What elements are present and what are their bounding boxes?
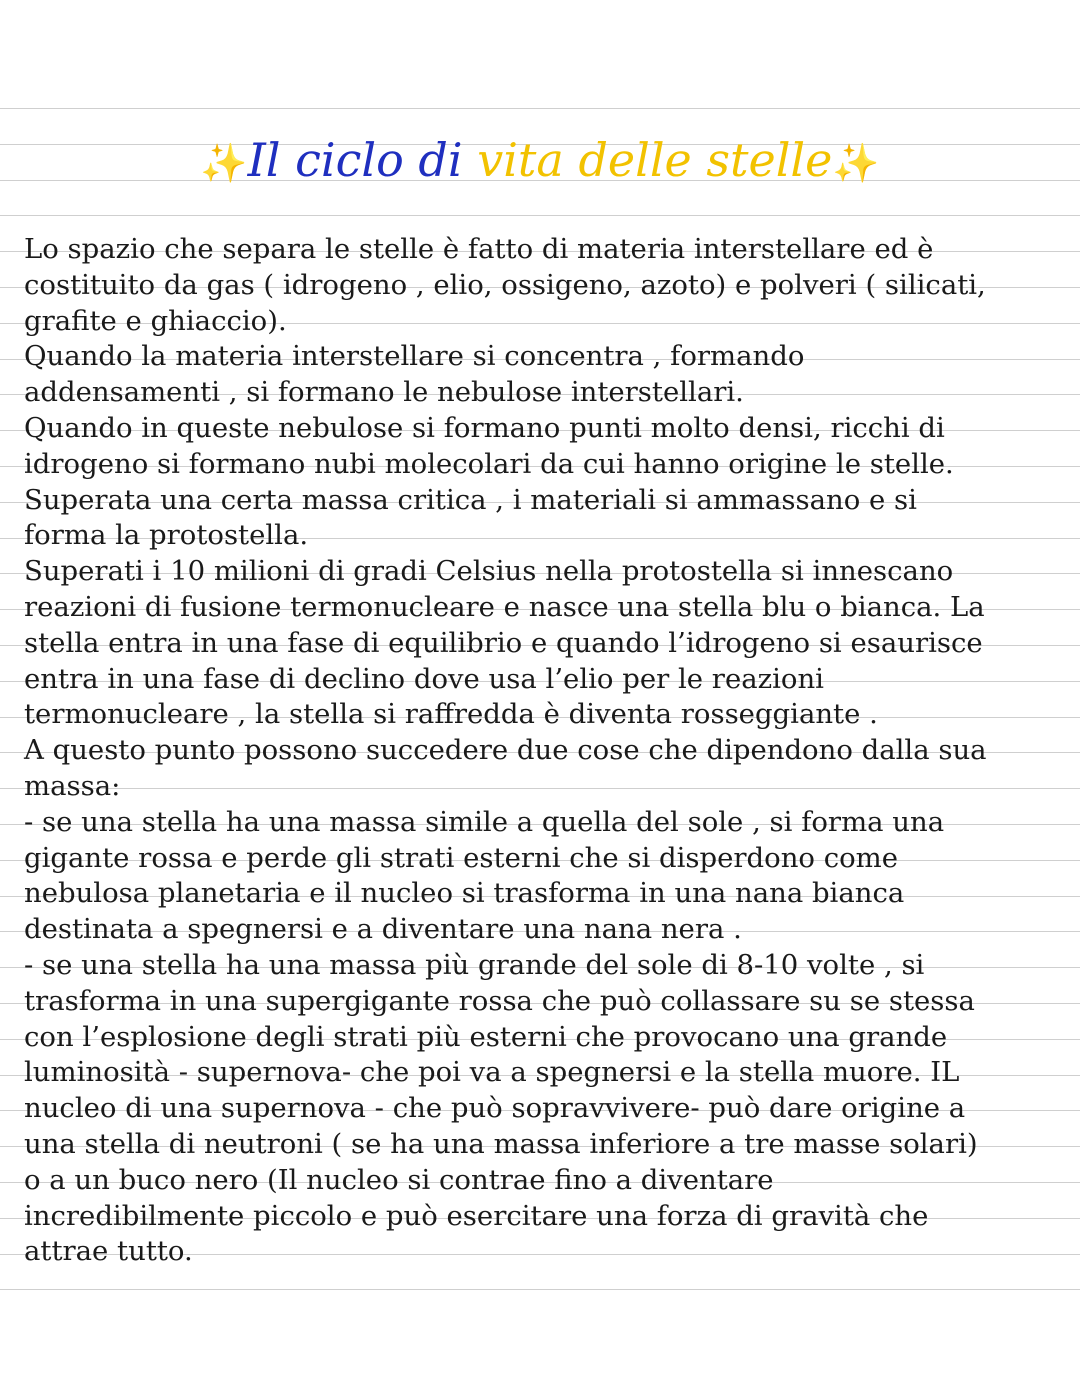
- text-line: grafite e ghiaccio).: [24, 304, 287, 337]
- text-line: addensamenti , si formano le nebulose interstellari.: [24, 376, 744, 409]
- text-line: attrae tutto.: [24, 1235, 193, 1268]
- text-line: costituito da gas ( idrogeno , elio, ossigeno, azoto) e polveri ( silicati,: [24, 268, 986, 301]
- text-line: Superati i 10 milioni di gradi Celsius nella protostella si innescano: [24, 555, 954, 588]
- ruled-line: [0, 108, 1080, 109]
- title-part-1: Il ciclo di: [247, 133, 478, 187]
- ruled-line: [0, 215, 1080, 216]
- ruled-line: [0, 1289, 1080, 1290]
- text-line: con l’esplosione degli strati più esterni che provocano una grande: [24, 1020, 948, 1053]
- text-line: termonucleare , la stella si raffredda è diventa rosseggiante .: [24, 698, 878, 731]
- text-line: reazioni di fusione termonucleare e nasce una stella blu o bianca. La: [24, 590, 985, 623]
- text-line: nucleo di una supernova - che può sopravvivere- può dare origine a: [24, 1092, 966, 1125]
- text-line: Quando la materia interstellare si concentra , formando: [24, 340, 805, 373]
- text-line: nebulosa planetaria e il nucleo si trasforma in una nana bianca: [24, 877, 905, 910]
- title-part-2: vita: [477, 133, 579, 187]
- text-line: A questo punto possono succedere due cose che dipendono dalla sua: [24, 734, 987, 767]
- text-line: entra in una fase di declino dove usa l’elio per le reazioni: [24, 662, 824, 695]
- text-line: gigante rossa e perde gli strati esterni che si disperdono come: [24, 841, 899, 874]
- text-line: Quando in queste nebulose si formano punti molto densi, ricchi di: [24, 411, 945, 444]
- text-line: o a un buco nero (Il nucleo si contrae fino a diventare: [24, 1163, 774, 1196]
- text-line: massa:: [24, 769, 121, 802]
- text-line: trasforma in una supergigante rossa che può collassare su se stessa: [24, 984, 975, 1017]
- text-line: luminosità - supernova- che poi va a spegnersi e la stella muore. IL: [24, 1056, 960, 1089]
- text-line: una stella di neutroni ( se ha una massa inferiore a tre masse solari): [24, 1127, 978, 1160]
- text-line: forma la protostella.: [24, 519, 309, 552]
- sparkle-right-icon: ✨: [832, 141, 880, 185]
- text-line: stella entra in una fase di equilibrio e quando l’idrogeno si esaurisce: [24, 626, 983, 659]
- text-line: Superata una certa massa critica , i materiali si ammassano e si: [24, 483, 917, 516]
- page-title: [0, 128, 1080, 195]
- text-line: idrogeno si formano nubi molecolari da cui hanno origine le stelle.: [24, 447, 954, 480]
- text-line: - se una stella ha una massa più grande del sole di 8-10 volte , si: [24, 948, 925, 981]
- text-line: - se una stella ha una massa simile a quella del sole , si forma una: [24, 805, 945, 838]
- body-text: [24, 232, 1064, 1270]
- title-part-3: delle: [578, 133, 707, 187]
- title-part-4: stelle: [706, 133, 833, 187]
- text-line: incredibilmente piccolo e può esercitare una forza di gravità che: [24, 1199, 929, 1232]
- sparkle-left-icon: ✨: [200, 141, 248, 185]
- text-line: Lo spazio che separa le stelle è fatto di materia interstellare ed è: [24, 233, 934, 265]
- text-line: destinata a spegnersi e a diventare una nana nera .: [24, 913, 742, 946]
